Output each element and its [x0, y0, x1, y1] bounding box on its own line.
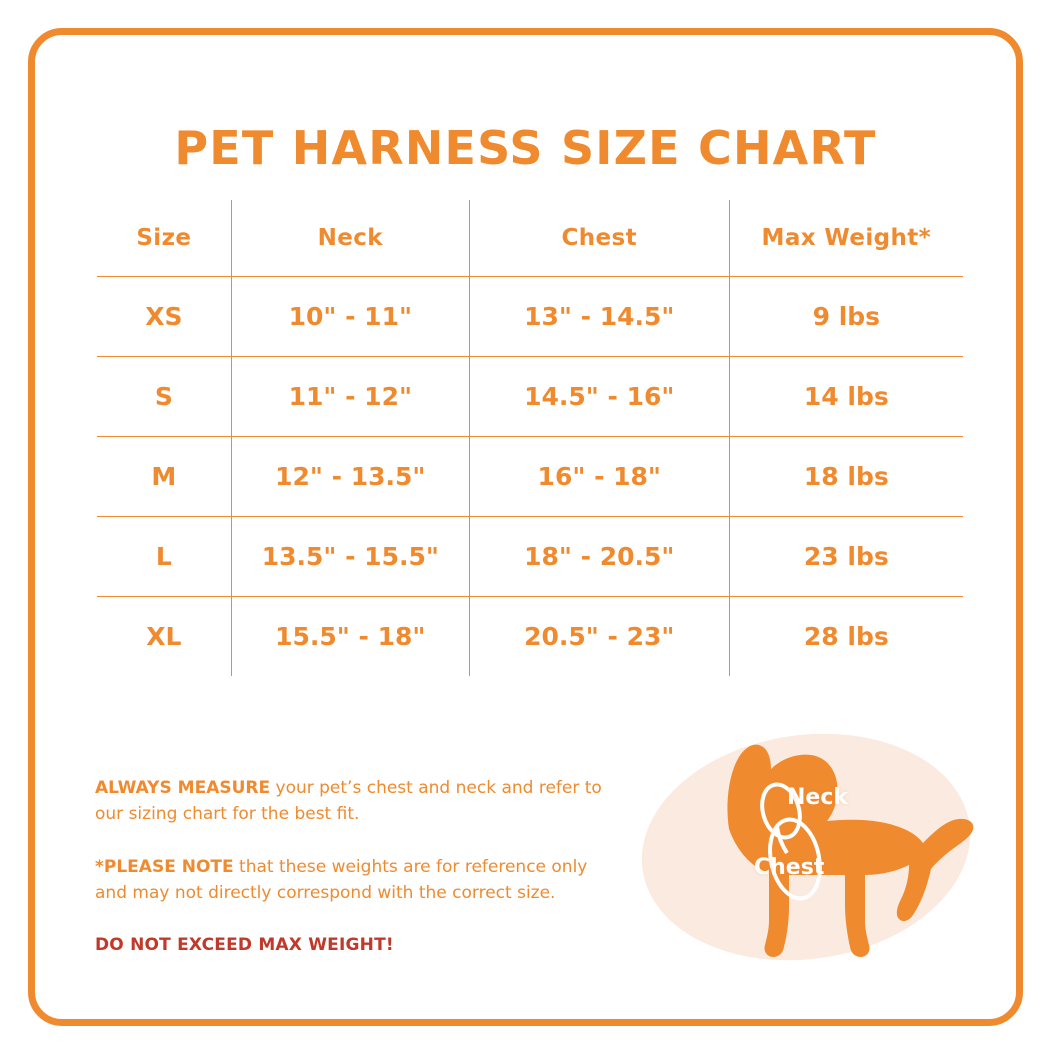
note-measure — [95, 775, 615, 828]
cell-max-weight: 23 lbs — [729, 517, 963, 597]
table-row — [97, 357, 963, 437]
cell-max-weight: 14 lbs — [729, 357, 963, 437]
size-chart-table-wrap — [97, 200, 963, 676]
column-header-neck: Neck — [231, 200, 469, 277]
size-chart-card — [28, 28, 1023, 1026]
notes-section — [95, 775, 615, 985]
note-please-text: that these weights are for reference only and may not directly correspond with the correct size. — [95, 856, 588, 904]
table-row — [97, 517, 963, 597]
size-chart-table — [97, 200, 963, 676]
page-title: PET HARNESS SIZE CHART — [174, 121, 877, 175]
table-row — [97, 277, 963, 357]
column-header-max-weight: Max Weight* — [729, 200, 963, 277]
cell-chest: 16" - 18" — [469, 437, 729, 517]
cell-size: S — [97, 357, 231, 437]
cell-size: XL — [97, 597, 231, 677]
cell-chest: 18" - 20.5" — [469, 517, 729, 597]
label-neck: Neck — [787, 785, 849, 810]
cell-neck: 10" - 11" — [231, 277, 469, 357]
column-header-chest: Chest — [469, 200, 729, 277]
cell-max-weight: 28 lbs — [729, 597, 963, 677]
note-warning: DO NOT EXCEED MAX WEIGHT! — [95, 935, 394, 956]
table-row — [97, 597, 963, 677]
cell-chest: 14.5" - 16" — [469, 357, 729, 437]
cell-max-weight: 18 lbs — [729, 437, 963, 517]
label-chest: Chest — [754, 855, 825, 880]
cell-chest: 20.5" - 23" — [469, 597, 729, 677]
cell-max-weight: 9 lbs — [729, 277, 963, 357]
note-please-lead: *PLEASE NOTE — [95, 856, 234, 877]
note-measure-lead: ALWAYS MEASURE — [95, 778, 271, 798]
cell-neck: 13.5" - 15.5" — [231, 517, 469, 597]
note-measure-text: your pet’s chest and neck and refer to our sizing chart for the best fit. — [95, 778, 602, 825]
table-header-row — [97, 200, 963, 277]
dog-illustration — [621, 707, 981, 997]
cell-chest: 13" - 14.5" — [469, 277, 729, 357]
cell-neck: 15.5" - 18" — [231, 597, 469, 677]
cell-size: XS — [97, 277, 231, 357]
column-header-size: Size — [97, 200, 231, 277]
table-row — [97, 437, 963, 517]
cell-size: L — [97, 517, 231, 597]
note-please — [95, 854, 615, 907]
cell-neck: 11" - 12" — [231, 357, 469, 437]
cell-neck: 12" - 13.5" — [231, 437, 469, 517]
cell-size: M — [97, 437, 231, 517]
